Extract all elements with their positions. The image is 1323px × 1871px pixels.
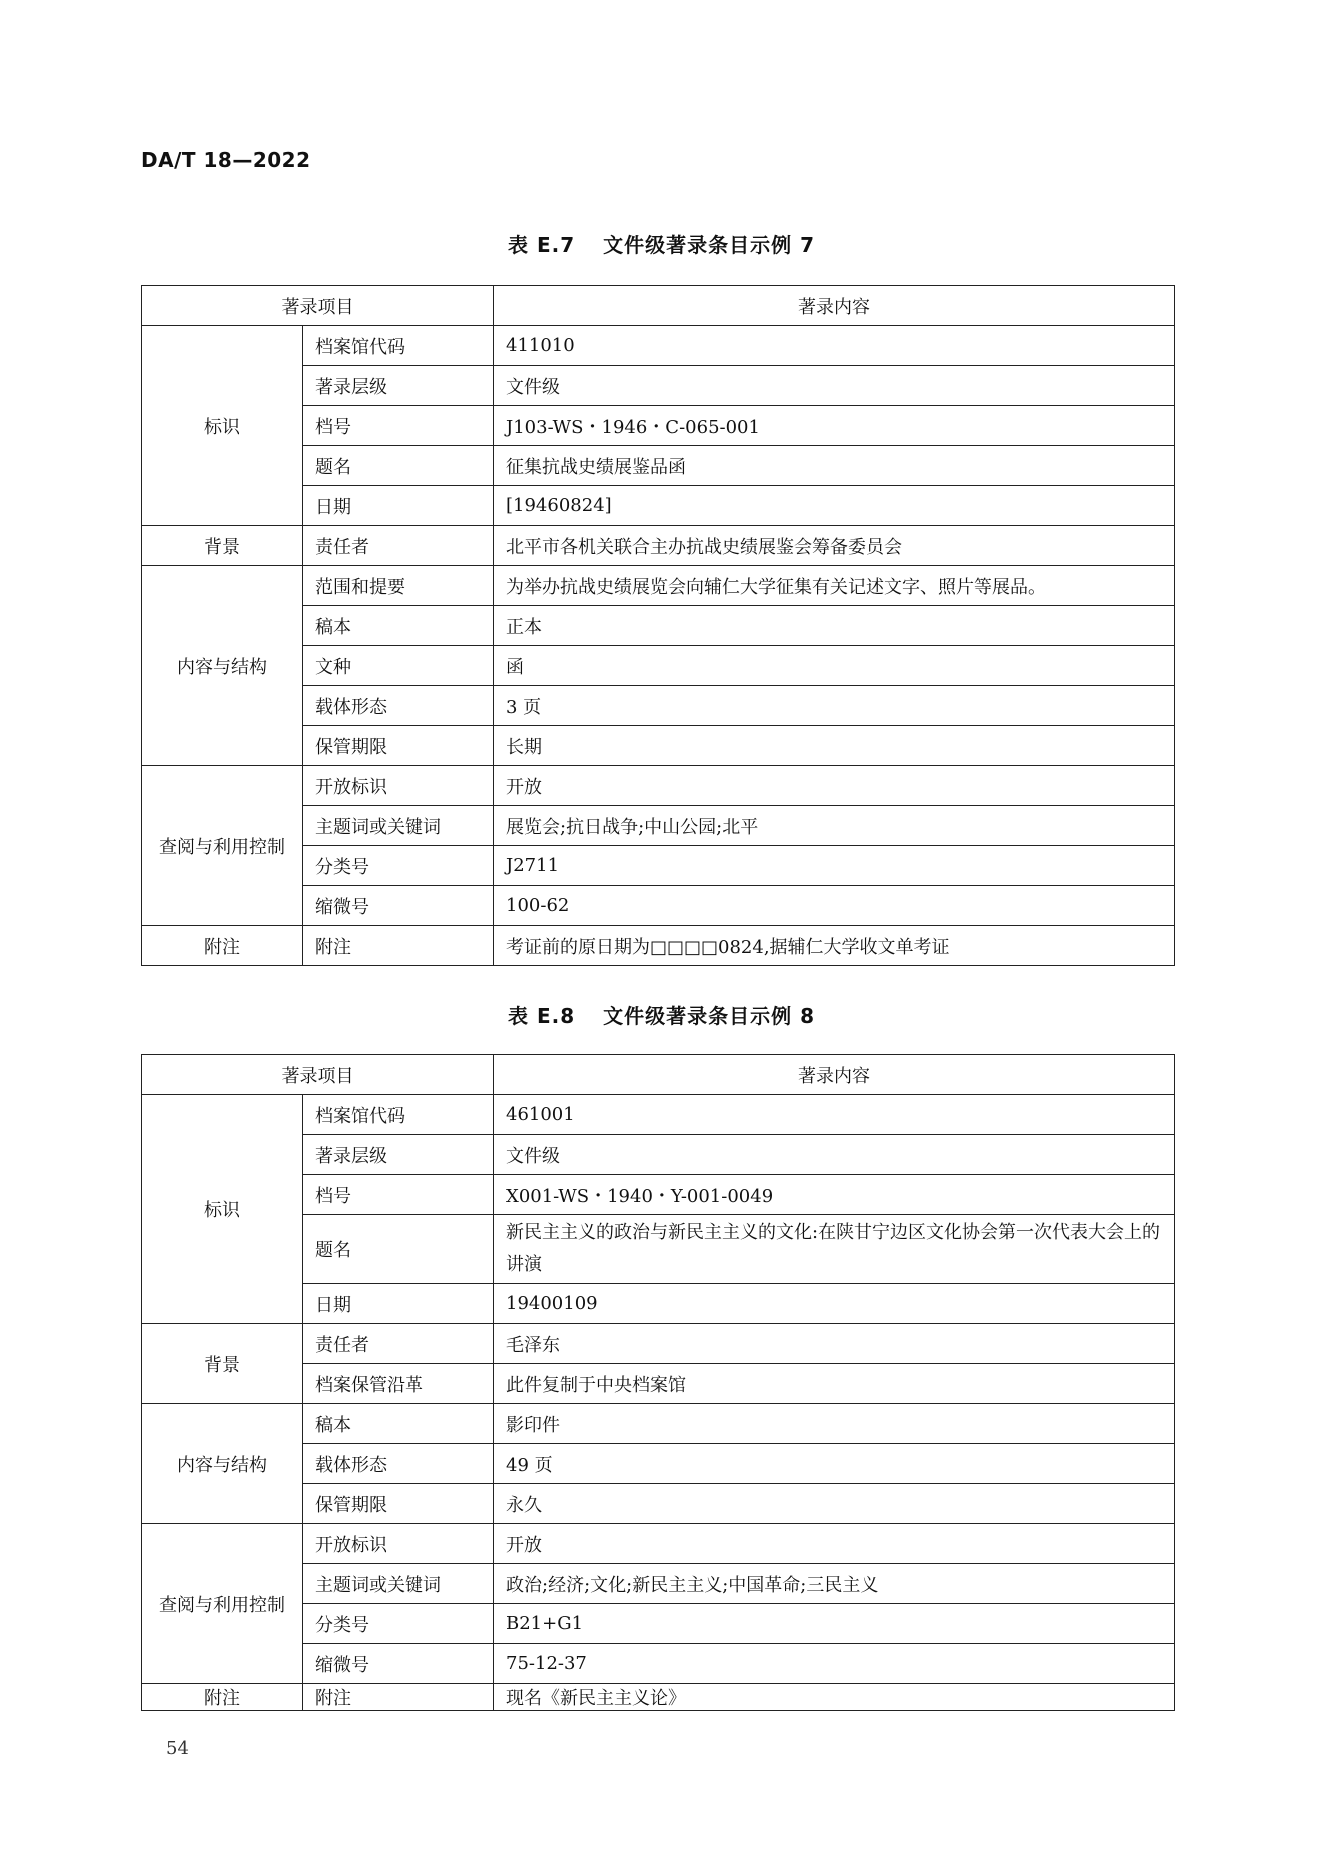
field-value: 3 页 [494, 686, 1175, 726]
catalog-table-e7 [141, 285, 1175, 966]
field-name: 日期 [303, 1284, 494, 1324]
field-value: 文件级 [494, 1135, 1175, 1175]
header-content: 著录内容 [494, 286, 1175, 326]
field-name: 责任者 [303, 526, 494, 566]
header-item: 著录项目 [142, 1055, 494, 1095]
field-value: 49 页 [494, 1444, 1175, 1484]
field-name: 档案馆代码 [303, 326, 494, 366]
field-value: 文件级 [494, 366, 1175, 406]
field-value: 19400109 [494, 1284, 1175, 1324]
field-value: J2711 [494, 846, 1175, 886]
field-name: 分类号 [303, 846, 494, 886]
caption-number: 表 E.7 [507, 233, 576, 257]
field-name: 缩微号 [303, 886, 494, 926]
field-name: 著录层级 [303, 1135, 494, 1175]
field-value: [19460824] [494, 486, 1175, 526]
field-name: 档号 [303, 1175, 494, 1215]
document-code: DA/T 18—2022 [141, 148, 311, 172]
field-name: 责任者 [303, 1324, 494, 1364]
table-row [142, 1684, 1175, 1711]
header-item: 著录项目 [142, 286, 494, 326]
field-value: 考证前的原日期为□□□□0824,据辅仁大学收文单考证 [494, 926, 1175, 966]
field-value: 现名《新民主主义论》 [494, 1684, 1175, 1711]
caption-title: 文件级著录条目示例 7 [603, 233, 816, 257]
field-name: 著录层级 [303, 366, 494, 406]
field-name: 附注 [303, 1684, 494, 1711]
field-name: 主题词或关键词 [303, 1564, 494, 1604]
group-label: 标识 [142, 1095, 303, 1324]
field-value: 100-62 [494, 886, 1175, 926]
field-name: 范围和提要 [303, 566, 494, 606]
field-name: 档案保管沿革 [303, 1364, 494, 1404]
table-header-row [142, 1055, 1175, 1095]
field-name: 开放标识 [303, 1524, 494, 1564]
field-value: 开放 [494, 766, 1175, 806]
group-label: 内容与结构 [142, 566, 303, 766]
field-name: 档案馆代码 [303, 1095, 494, 1135]
field-value: 75-12-37 [494, 1644, 1175, 1684]
group-label: 附注 [142, 926, 303, 966]
field-name: 日期 [303, 486, 494, 526]
field-value: 影印件 [494, 1404, 1175, 1444]
field-value: J103-WS・1946・C-065-001 [494, 406, 1175, 446]
caption-title: 文件级著录条目示例 8 [603, 1004, 816, 1028]
field-name: 题名 [303, 1215, 494, 1284]
field-value: 毛泽东 [494, 1324, 1175, 1364]
field-value: 此件复制于中央档案馆 [494, 1364, 1175, 1404]
field-name: 稿本 [303, 1404, 494, 1444]
field-name: 保管期限 [303, 1484, 494, 1524]
field-name: 缩微号 [303, 1644, 494, 1684]
group-label: 背景 [142, 526, 303, 566]
field-value: 永久 [494, 1484, 1175, 1524]
group-label: 内容与结构 [142, 1404, 303, 1524]
field-value: 政治;经济;文化;新民主主义;中国革命;三民主义 [494, 1564, 1175, 1604]
field-name: 保管期限 [303, 726, 494, 766]
table-row [142, 326, 1175, 366]
field-name: 分类号 [303, 1604, 494, 1644]
group-label: 查阅与利用控制 [142, 766, 303, 926]
field-value: 正本 [494, 606, 1175, 646]
group-label: 背景 [142, 1324, 303, 1404]
field-name: 文种 [303, 646, 494, 686]
field-value: B21+G1 [494, 1604, 1175, 1644]
field-value: 北平市各机关联合主办抗战史绩展鉴会筹备委员会 [494, 526, 1175, 566]
field-name: 主题词或关键词 [303, 806, 494, 846]
table-row [142, 1095, 1175, 1135]
table-row [142, 1404, 1175, 1444]
field-value: 征集抗战史绩展鉴品函 [494, 446, 1175, 486]
field-value: 新民主主义的政治与新民主主义的文化:在陕甘宁边区文化协会第一次代表大会上的讲演 [494, 1215, 1175, 1284]
field-name: 稿本 [303, 606, 494, 646]
table-caption-e8 [0, 1000, 1323, 1029]
field-value: 展览会;抗日战争;中山公园;北平 [494, 806, 1175, 846]
field-value: 411010 [494, 326, 1175, 366]
table-row [142, 1324, 1175, 1364]
field-value: 开放 [494, 1524, 1175, 1564]
field-value: X001-WS・1940・Y-001-0049 [494, 1175, 1175, 1215]
group-label: 附注 [142, 1684, 303, 1711]
caption-number: 表 E.8 [507, 1004, 576, 1028]
field-name: 载体形态 [303, 686, 494, 726]
field-value: 461001 [494, 1095, 1175, 1135]
field-name: 题名 [303, 446, 494, 486]
field-name: 附注 [303, 926, 494, 966]
field-value: 长期 [494, 726, 1175, 766]
page-number: 54 [166, 1738, 189, 1759]
catalog-table-e8 [141, 1054, 1175, 1711]
field-name: 开放标识 [303, 766, 494, 806]
table-row [142, 926, 1175, 966]
field-name: 载体形态 [303, 1444, 494, 1484]
group-label: 查阅与利用控制 [142, 1524, 303, 1684]
field-name: 档号 [303, 406, 494, 446]
field-value: 函 [494, 646, 1175, 686]
table-row [142, 566, 1175, 606]
header-content: 著录内容 [494, 1055, 1175, 1095]
table-row [142, 1524, 1175, 1564]
table-row [142, 526, 1175, 566]
table-header-row [142, 286, 1175, 326]
table-row [142, 766, 1175, 806]
field-value: 为举办抗战史绩展览会向辅仁大学征集有关记述文字、照片等展品。 [494, 566, 1175, 606]
group-label: 标识 [142, 326, 303, 526]
table-caption-e7 [0, 229, 1323, 258]
